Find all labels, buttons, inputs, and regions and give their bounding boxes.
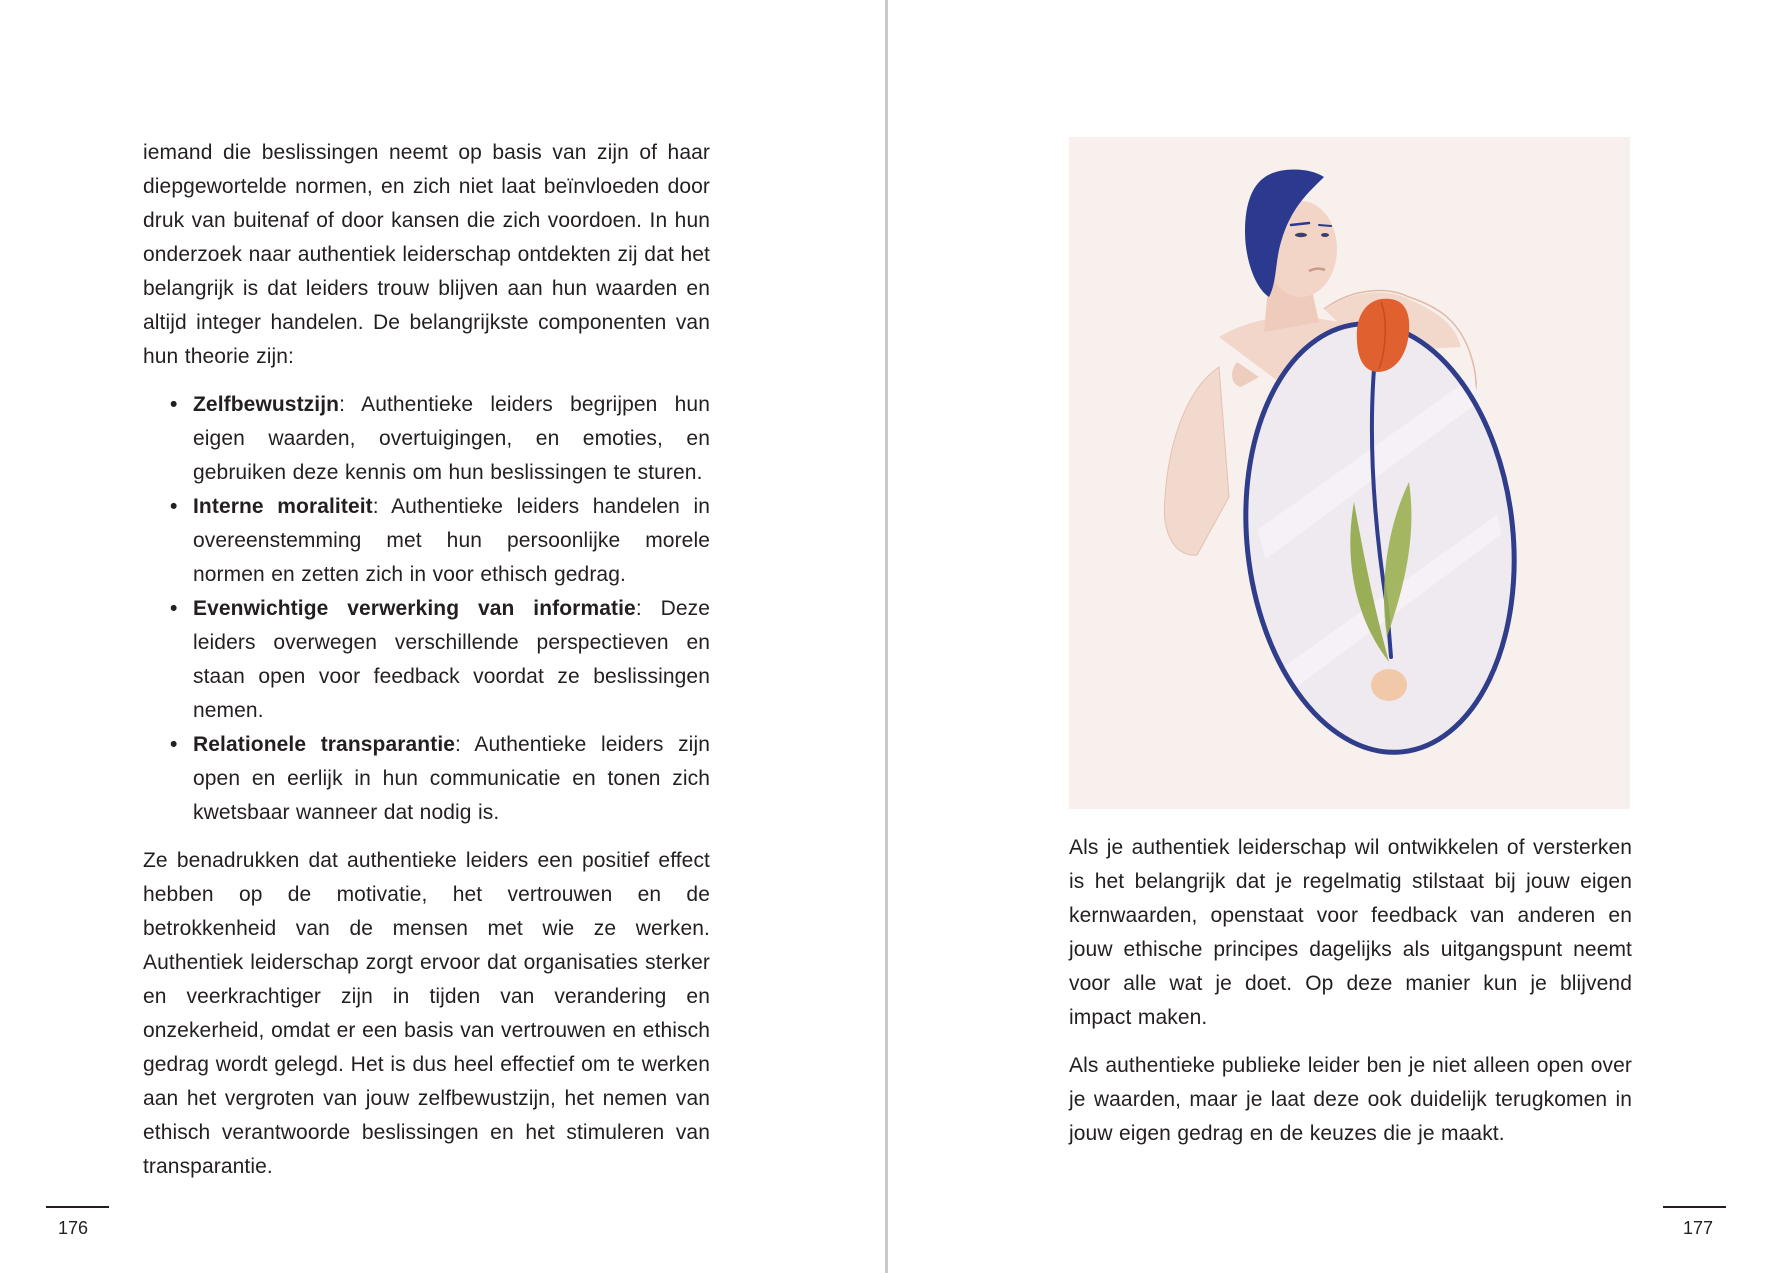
- component-description: : Authentieke leiders handelen in overeenstemming met hun persoonlijke morele normen en zetten zich in voor ethisch gedrag.: [193, 495, 710, 586]
- component-description: : Authentieke leiders zijn open en eerlijk in hun communicatie en tonen zich kwetsbaar wanneer dat nodig is.: [193, 733, 710, 824]
- component-term: Evenwichtige verwerking van informatie: [193, 597, 636, 620]
- bullet-icon: •: [170, 733, 178, 756]
- bullet-icon: •: [170, 495, 178, 518]
- component-description: : Authentieke leiders begrijpen hun eigen waarden, overtuigingen, en emoties, en gebruiken deze kennis om hun beslissingen te sturen.: [193, 393, 710, 484]
- list-item-evenwichtige-verwerking: [143, 592, 710, 728]
- right-paragraph-2: Als authentieke publieke leider ben je niet alleen open over je waarden, maar je laat deze ook duidelijk terugkomen in jouw eigen gedrag en de keuzes die je maakt.: [1069, 1054, 1632, 1145]
- page-number-right: 177: [1683, 1218, 1714, 1238]
- right-paragraph-1: Als je authentiek leiderschap wil ontwikkelen of versterken is het belangrijk dat je regelmatig stilstaat bij jouw eigen kernwaarden, openstaat voor feedback van anderen en jouw ethische principes dagelijks als uitgangspunt neemt voor alle wat je doet. Op deze manier kun je blijvend impact maken.: [1069, 836, 1632, 1029]
- closing-paragraph: Ze benadrukken dat authentieke leiders een positief effect hebben op de motivatie, het vertrouwen en de betrokkenheid van de mensen met wie ze werken. Authentiek leiderschap zorgt ervoor dat organisaties sterker en veerkrachtiger zijn in tijden van verandering en onzekerheid, omdat er een basis van vertrouwen en ethisch gedrag wordt gelegd. Het is dus heel effectief om te werken aan het vergroten van jouw zelfbewustzijn, het nemen van ethisch verantwoorde beslissingen en het stimuleren van transparantie.: [143, 849, 710, 1178]
- tulip-bulb: [1371, 669, 1407, 701]
- component-term: Interne moraliteit: [193, 495, 373, 518]
- mirror-tulip-illustration: [1069, 137, 1630, 809]
- right-eye: [1321, 233, 1329, 237]
- left-eye: [1295, 233, 1307, 237]
- hand-shape: [1232, 362, 1259, 387]
- component-term: Relationele transparantie: [193, 733, 456, 756]
- footer-rule-left: [46, 1206, 109, 1208]
- page-number-left: 176: [58, 1218, 89, 1238]
- list-item-interne-moraliteit: [143, 490, 710, 592]
- list-item-zelfbewustzijn: [143, 388, 710, 490]
- list-item-relationele-transparantie: [143, 728, 710, 830]
- right-brow: [1319, 225, 1331, 226]
- component-term: Zelfbewustzijn: [193, 393, 340, 416]
- components-list: [143, 388, 710, 830]
- footer-rule-right: [1663, 1206, 1726, 1208]
- component-description: : Deze leiders overwegen verschillende perspectieven en staan open voor feedback voordat ze beslissingen nemen.: [193, 597, 711, 722]
- illustration: [1069, 137, 1630, 809]
- left-arm-shape: [1164, 367, 1229, 555]
- intro-paragraph: iemand die beslissingen neemt op basis van zijn of haar diepgewortelde normen, en zich niet laat beïnvloeden door druk van buitenaf of door kansen die zich voordoen. In hun onderzoek naar authentiek leiderschap ontdekten zij dat het belangrijk is dat leiders trouw blijven aan hun waarden en altijd integer handelen. De belangrijkste componenten van hun theorie zijn:: [143, 141, 710, 368]
- bullet-icon: •: [170, 597, 178, 620]
- bullet-icon: •: [170, 393, 178, 416]
- right-text-column: [1069, 831, 1632, 1151]
- left-text-column: [143, 136, 710, 1184]
